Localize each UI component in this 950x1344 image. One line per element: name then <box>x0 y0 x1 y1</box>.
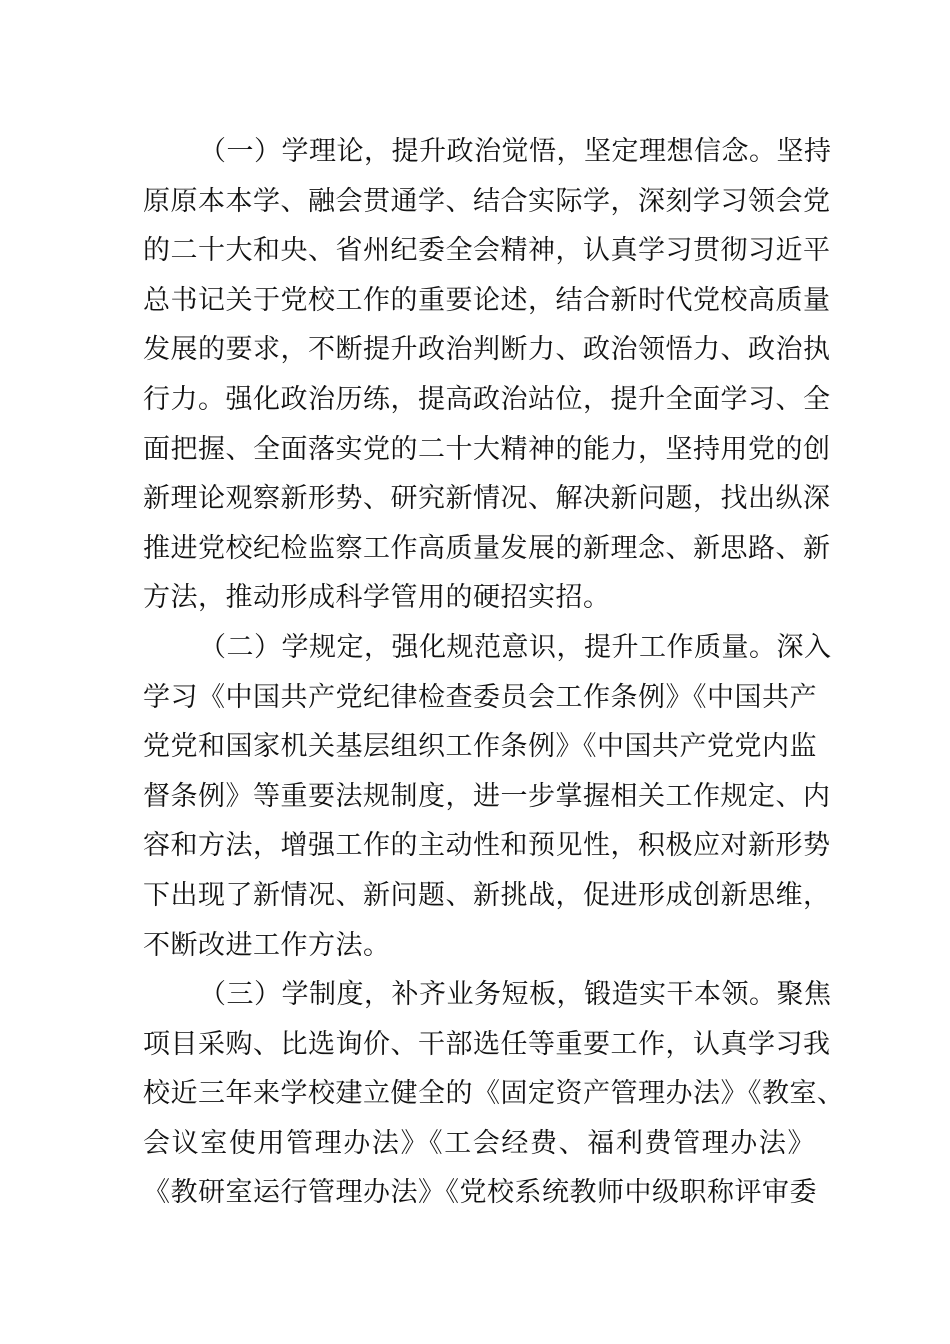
paragraph-2-line-4: 督条例》等重要法规制度，进一步掌握相关工作规定、内 <box>143 780 831 812</box>
paragraph-1-line-10: 方法，推动形成科学管用的硬招实招。 <box>143 582 611 614</box>
paragraph-1-line-5: 发展的要求，不断提升政治判断力、政治领悟力、政治执 <box>143 334 831 366</box>
document-body <box>143 127 845 1218</box>
paragraph-2-line-2: 学习《中国共产党纪律检查委员会工作条例》《中国共产 <box>143 681 817 713</box>
paragraph-1-line-2: 原原本本学、融会贯通学、结合实际学，深刻学习领会党 <box>143 185 831 217</box>
paragraph-1-line-7: 面把握、全面落实党的二十大精神的能力，坚持用党的创 <box>143 433 831 465</box>
paragraph-3-line-3: 校近三年来学校建立健全的《固定资产管理办法》《教室、 <box>143 1078 845 1110</box>
paragraph-1-line-1: （一）学理论，提升政治觉悟，坚定理想信念。坚持 <box>199 136 832 167</box>
paragraph-1-line-8: 新理论观察新形势、研究新情况、解决新问题，找出纵深 <box>143 483 831 515</box>
paragraph-3-line-1: （三）学制度，补齐业务短板，锻造实干本领。聚焦 <box>199 979 832 1011</box>
paragraph-3-line-4: 会议室使用管理办法》《工会经费、福利费管理办法》 <box>143 1127 815 1159</box>
paragraph-1-line-6: 行力。强化政治历练，提高政治站位，提升全面学习、全 <box>143 383 831 415</box>
paragraph-2-line-7: 不断改进工作方法。 <box>143 929 391 961</box>
paragraph-2-line-5: 容和方法，增强工作的主动性和预见性，积极应对新形势 <box>143 830 831 862</box>
paragraph-2-line-1: （二）学规定，强化规范意识，提升工作质量。深入 <box>199 631 832 663</box>
paragraph-2-line-6: 下出现了新情况、新问题、新挑战，促进形成创新思维， <box>143 879 831 911</box>
paragraph-1-line-9: 推进党校纪检监察工作高质量发展的新理念、新思路、新 <box>143 532 831 564</box>
paragraph-2-line-3: 党党和国家机关基层组织工作条例》《中国共产党党内监 <box>143 731 817 763</box>
paragraph-1-line-4: 总书记关于党校工作的重要论述，结合新时代党校高质量 <box>143 284 831 316</box>
paragraph-1-line-3: 的二十大和央、省州纪委全会精神，认真学习贯彻习近平 <box>143 235 831 267</box>
paragraph-3-line-5: 《教研室运行管理办法》《党校系统教师中级职称评审委 <box>143 1177 817 1209</box>
paragraph-3-line-2: 项目采购、比选询价、干部选任等重要工作，认真学习我 <box>143 1028 831 1060</box>
